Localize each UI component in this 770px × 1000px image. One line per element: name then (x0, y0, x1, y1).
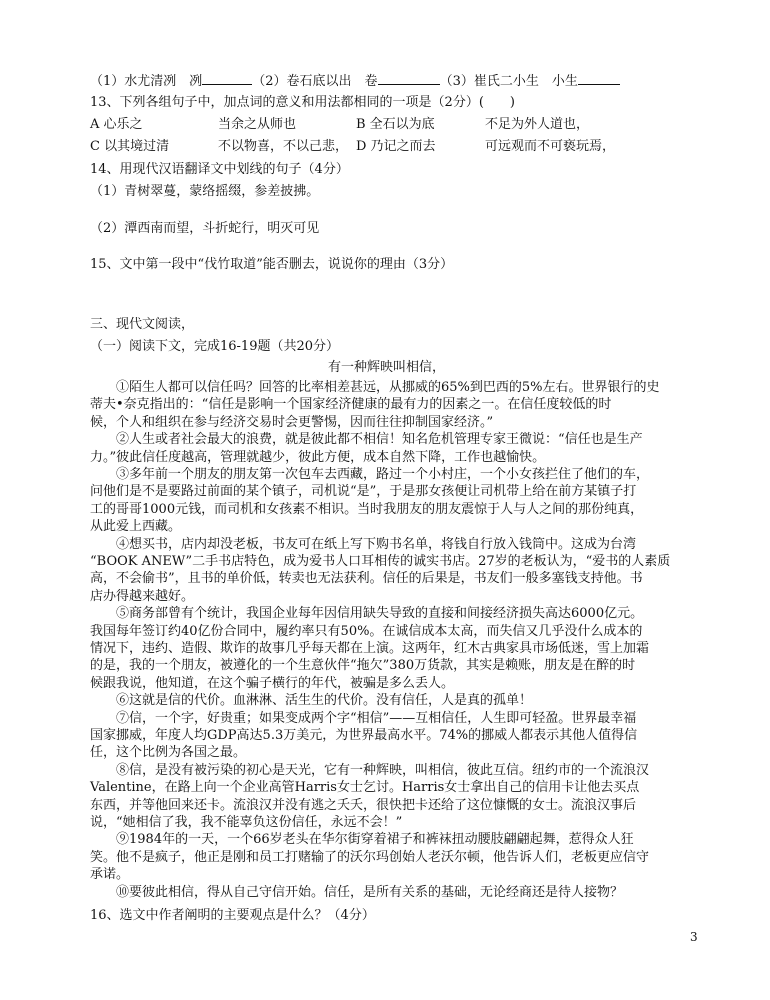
article-line: 工的哥哥1000元钱，而司机和女孩素不相识。当时我朋友的朋友震惊于人与人之间的那份纯真， (90, 501, 644, 517)
q13-stem: 13、下列各组句子中，加点词的意义和用法都相同的一项是（2分）( ) (90, 95, 515, 110)
answer-blank[interactable] (202, 70, 252, 85)
q13-option-d2: 可远观而不可亵玩焉， (485, 139, 616, 154)
q14-sentence-1: （1）青树翠蔓，蒙络摇缀，参差披拂。 (90, 184, 320, 199)
page-number: 3 (690, 930, 698, 944)
article-line: 从此爱上西藏。 (90, 519, 182, 535)
q16-question: 16、选文中作者阐明的主要观点是什么？（4分） (90, 908, 375, 923)
article-line: 国家挪威，年度人均GDP高达5.3万美元，为世界最高水平。74%的挪威人都表示其他人值得信 (90, 728, 638, 743)
answer-blank[interactable] (578, 70, 620, 85)
article-line: 高，不会偷书”，且书的单价低，转卖也无法获利。信任的后果是，书友们一般多塞钱支持他。书 (90, 571, 643, 587)
q14-sentence-2: （2）潭西南而望，斗折蛇行，明灭可见 (90, 221, 320, 236)
q13-option-c2: 不以物喜，不以己悲， (218, 139, 349, 154)
article-line: 的是，我的一个朋友，被遵化的一个生意伙伴“拖欠”380万货款，其实是赖账，朋友是在醉的时 (90, 658, 636, 674)
article-line: 蒂夫•奈克指出的：“信任是影响一个国家经济健康的最有力的因素之一。在信任度较低的时 (90, 397, 612, 413)
q14-stem: 14、用现代汉语翻译文中划线的句子（4分） (90, 162, 349, 177)
article-line: ⑨1984年的一天，一个66岁老头在华尔街穿着裙子和裤袜扭动腰肢翩翩起舞，惹得众人狂 (90, 832, 634, 848)
article-line: 店办得越来越好。 (90, 588, 195, 604)
article-line: 承诺。 (90, 867, 130, 883)
article-line: ⑦信，一个字，好贵重；如果变成两个字“相信”——互相信任，人生即可轻盈。世界最幸福 (90, 710, 637, 726)
subsection-heading: （一）阅读下文，完成16-19题（共20分） (90, 339, 340, 354)
article-line: 东西，并等他回来还卡。流浪汉并没有逃之夭夭，很快把卡还给了这位慷慨的女士。流浪汉事后 (90, 797, 637, 813)
article-line: 力。”彼此信任度越高，管理就越少，彼此方便，成本自然下降，工作也越愉快。 (90, 449, 546, 465)
q13-option-a: A 心乐之 (90, 117, 143, 132)
article-line: 说，“她相信了我，我不能辜负这份信任，永远不会！” (90, 815, 403, 830)
q13-option-d: D 乃记之而去 (356, 139, 436, 154)
q13-option-a2: 当余之从师也 (218, 117, 297, 132)
article-line: ④想买书，店内却没老板，书友可在纸上写下购书名单，将钱自行放入钱筒中。这成为台湾 (90, 536, 637, 552)
answer-blank[interactable] (378, 70, 440, 85)
q12-item-2: （2）卷石底以出 卷 (252, 74, 378, 89)
article-line: ⑤商务部曾有个统计，我国企业每年因信用缺失导致的直接和间接经济损失高达6000亿元。 (90, 606, 644, 622)
article-line: 候，个人和组织在参与经济交易时会更警惕，因而往往抑制国家经济。” (90, 414, 494, 430)
q13-option-b2: 不足为外人道也， (485, 117, 590, 132)
article-title: 有一种辉映叫相信， (328, 360, 446, 375)
article-line: “BOOK ANEW”二手书店特色，成为爱书人口耳相传的诚实书店。27岁的老板认为，“爱书的人素质 (90, 554, 671, 569)
article-line: 笑。他不是疯子，他正是刚和员工打赌输了的沃尔玛创始人老沃尔顿，他告诉人们，老板更应信守 (90, 849, 650, 865)
article-line: ③多年前一个朋友的朋友第一次包车去西藏，路过一个小村庄，一个小女孩拦住了他们的车， (90, 467, 650, 482)
article-line: ②人生或者社会最大的浪费，就是彼此都不相信！知名危机管理专家王微说：“信任也是生产 (90, 432, 643, 448)
article-line: ⑧信，是没有被污染的初心是天光，它有一种辉映，叫相信，彼此互信。纽约市的一个流浪汉 (90, 762, 650, 778)
article-line: 问他们是不是要路过前面的某个镇子，司机说“是”，于是那女孩便让司机带上给在前方某镇子打 (90, 484, 637, 500)
article-line: 情况下，违约、造假、欺诈的故事几乎每天都在上演。这两年，红木古典家具市场低迷，雪上加霜 (90, 641, 650, 656)
section-heading: 三、现代文阅读， (90, 317, 195, 332)
q13-option-b: B 全石以为底 (356, 117, 435, 132)
q12-item-1: （1）水尤清冽 冽 (90, 74, 203, 89)
article-line: ①陌生人都可以信任吗？回答的比率相差甚远，从挪威的65%到巴西的5%左右。世界银行的史 (90, 380, 660, 395)
article-line: 任，这个比例为各国之最。 (90, 745, 247, 761)
q13-option-c: C 以其境过清 (90, 139, 170, 154)
q12-line (90, 70, 620, 93)
q12-item-3: （3）崔氏二小生 小生 (439, 74, 578, 89)
article-line: 我国每年签订约40亿份合同中，履约率只有50%。在诚信成本太高，而失信又几乎没什么成本的 (90, 623, 643, 639)
article-line: Valentine，在路上向一个企业高管Harris女士乞讨。Harris女士拿出自己的信用卡让他去买点 (90, 780, 640, 796)
article-line: 候跟我说，他知道，在这个骗子横行的年代，被骗是多么丢人。 (90, 675, 455, 691)
article-line: ⑥这就是信的代价。血淋淋、活生生的代价。没有信任，人是真的孤单！ (90, 693, 533, 709)
q15-question: 15、文中第一段中“伐竹取道”能否删去，说说你的理由（3分） (90, 257, 454, 272)
article-line: ⑩要彼此相信，得从自己守信开始。信任，是所有关系的基础，无论经商还是待人接物？ (90, 884, 624, 900)
